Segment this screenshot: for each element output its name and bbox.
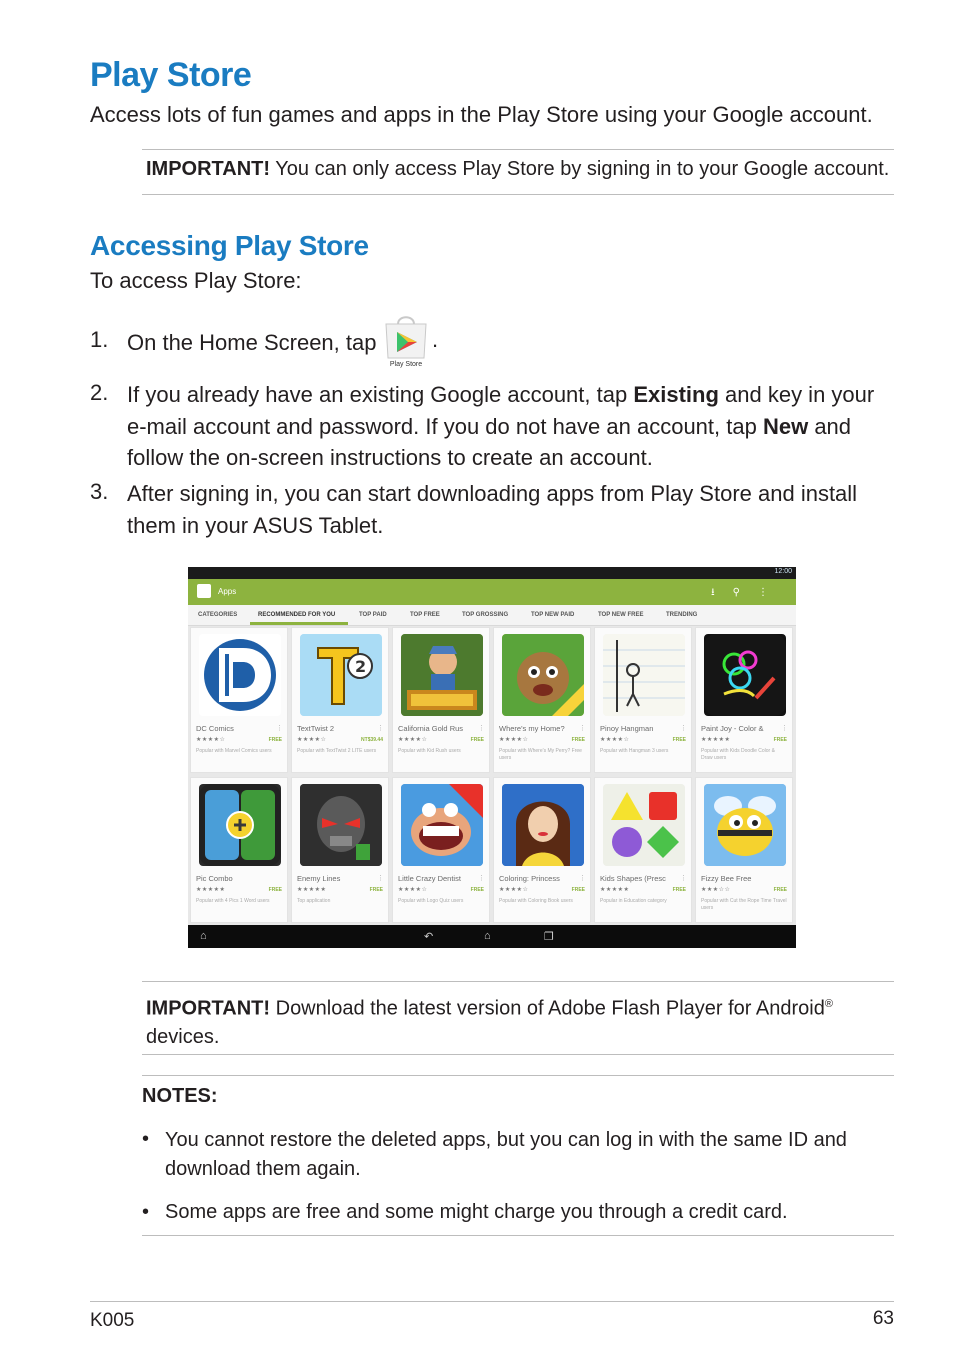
app-note: Popular with 4 Pics 1 Word users [196,898,270,904]
back-icon[interactable]: ↶ [424,931,434,943]
tab-categories[interactable]: CATEGORIES [198,612,238,618]
app-price: FREE [268,887,282,893]
important-note [146,158,889,181]
app-rating: ★★★★★ [297,887,327,893]
app-price: NT$39.44 [361,737,383,743]
pic-combo-art [199,784,281,866]
app-price: FREE [571,737,585,743]
app-menu-icon[interactable]: ⋮ [781,725,788,732]
app-rating: ★★★★☆ [398,737,428,743]
app-name: California Gold Rus [398,724,464,733]
app-card[interactable] [291,777,389,923]
app-card[interactable] [392,627,490,773]
important-label: IMPORTANT! [146,997,271,1020]
paint-joy-art [704,634,786,716]
home-icon[interactable]: ⌂ [484,930,491,942]
app-name: Pinoy Hangman [600,724,654,733]
app-menu-icon[interactable]: ⋮ [377,725,384,732]
app-name: Enemy Lines [297,874,341,883]
app-note: Popular with Kids Doodle Color & Draw users [701,748,775,761]
app-card[interactable] [392,777,490,923]
texttwist-art [300,634,382,716]
existing-keyword: Existing [633,382,719,407]
overflow-menu-icon[interactable]: ⋮ [758,587,786,598]
app-note: Popular with Cut the Rope Time Travel users [701,898,787,911]
app-name: Pic Combo [196,874,233,883]
app-price: FREE [470,737,484,743]
tab-trending[interactable]: TRENDING [666,612,698,618]
app-note: Popular with Logo Quiz users [398,898,464,904]
app-note: Popular with Marvel Comics users [196,748,272,754]
app-note: Popular with Kid Rush users [398,748,461,754]
wheres-my-home-art [502,634,584,716]
navigation-bar [188,925,796,948]
app-card[interactable] [190,627,288,773]
app-rating: ★★★★★ [701,737,731,743]
important-text-end: devices. [146,1025,220,1048]
tab-top-grossing[interactable]: TOP GROSSING [462,612,509,618]
note-item: You cannot restore the deleted apps, but you can log in with the same ID and download them again. [165,1129,847,1180]
california-gold-rush-art [401,634,483,716]
divider [142,194,894,195]
app-name: TextTwist 2 [297,724,335,733]
footer-divider [90,1301,894,1302]
app-price: FREE [773,887,787,893]
coloring-princess-art [502,784,584,866]
app-menu-icon[interactable]: ⋮ [680,875,687,882]
app-note: Popular with Where's My Perry? Free users [499,748,582,761]
app-note: Popular with Coloring Book users [499,898,573,904]
enemy-lines-art [300,784,382,866]
app-rating: ★★★★☆ [499,887,529,893]
tab-top-paid[interactable]: TOP PAID [359,612,387,618]
app-price: FREE [268,737,282,743]
app-name: Where's my Home? [499,724,565,733]
app-rating: ★★★★☆ [398,887,428,893]
app-rating: ★★★☆☆ [701,887,731,893]
app-name: DC Comics [196,724,234,733]
divider [142,1235,894,1236]
asus-menu-icon[interactable]: ⌂ [200,930,207,942]
app-rating: ★★★★☆ [499,737,529,743]
divider [142,149,894,150]
app-rating: ★★★★★ [196,887,226,893]
divider [142,981,894,982]
app-menu-icon[interactable]: ⋮ [478,725,485,732]
footer-model: K005 [90,1310,135,1331]
important-text: Download the latest version of Adobe Flash Player for Android [270,997,825,1020]
app-menu-icon[interactable]: ⋮ [377,875,384,882]
app-name: Fizzy Bee Free [701,874,752,883]
important-text: You can only access Play Store by signing in to your Google account. [270,158,890,180]
step-number: 3. [90,479,109,504]
app-price: FREE [571,887,585,893]
pinoy-hangman-art [603,634,685,716]
bullet: • [142,1128,150,1150]
selected-tab-indicator [250,622,348,625]
app-rating: ★★★★★ [600,887,630,893]
divider [142,1054,894,1055]
svg-text:2: 2 [355,657,367,676]
app-name: Coloring: Princess [499,874,560,883]
step-number: 1. [90,327,109,352]
tab-top-free[interactable]: TOP FREE [410,612,440,618]
step-2-text [127,379,887,474]
section-intro: To access Play Store: [90,268,302,293]
app-note: Top application [297,898,331,904]
step-1-after: . [432,327,439,352]
app-price: FREE [672,887,686,893]
status-time: 12:00 [774,568,792,575]
app-grid [190,627,794,923]
app-card[interactable] [695,627,793,773]
registered-mark: ® [824,998,833,1010]
action-bar [188,579,796,605]
divider [142,1075,894,1076]
app-rating: ★★★★☆ [196,737,226,743]
important-label: IMPORTANT! [146,158,271,180]
app-rating: ★★★★☆ [600,737,630,743]
app-card[interactable] [594,777,692,923]
step-3-text: After signing in, you can start downloading apps from Play Store and install them in your ASUS Tablet. [127,481,858,538]
search-icon[interactable]: ⚲ [732,587,758,598]
step-number: 2. [90,380,109,405]
play-store-icon-label: Play Store [389,361,423,368]
app-price: FREE [672,737,686,743]
app-note: Popular in Education category [600,898,667,904]
footer-page-number: 63 [872,1308,894,1329]
app-name: Paint Joy - Color & [701,724,764,733]
step-1-text [127,327,887,359]
status-bar [188,567,796,579]
page-title: Play Store [90,56,252,94]
play-store-screenshot [188,567,796,948]
app-price: FREE [470,887,484,893]
app-note: Popular with TextTwist 2 LITE users [297,748,377,754]
dc-comics-art [199,634,281,716]
app-card[interactable] [493,777,591,923]
step-2-part: and key in your e-mail account and password. If you do not have an account, tap [127,382,875,439]
app-name: Kids Shapes (Presc [600,874,666,883]
intro-text: Access lots of fun games and apps in the Play Store using your Google account. [90,102,873,127]
play-store-bag-icon [197,584,211,598]
section-title: Accessing Play Store [90,230,369,261]
action-bar-title: Apps [218,587,237,596]
bullet: • [142,1201,150,1223]
app-card[interactable] [594,627,692,773]
action-bar-icons [711,585,786,602]
step-2-part: If you already have an existing Google account, tap [127,382,634,407]
tab-recommended[interactable]: RECOMMENDED FOR YOU [258,612,336,618]
recent-apps-icon[interactable]: ❐ [544,931,554,943]
step-2-part: and follow the on-screen instructions to create an account. [127,413,852,470]
notes-title: NOTES: [142,1085,218,1107]
app-card[interactable] [190,777,288,923]
app-rating: ★★★★☆ [297,737,327,743]
app-card[interactable] [291,627,389,773]
app-price: FREE [369,887,383,893]
category-tabs [188,605,796,626]
kids-shapes-art [603,784,685,866]
note-item: Some apps are free and some might charge you through a credit card. [165,1201,788,1223]
app-menu-icon[interactable]: ⋮ [579,875,586,882]
app-menu-icon[interactable]: ⋮ [478,875,485,882]
important-note [146,990,886,1051]
app-note: Popular with Hangman 3 users [600,748,669,754]
tab-top-new-free[interactable]: TOP NEW FREE [598,612,644,618]
step-1-before: On the Home Screen, tap [127,330,377,355]
fizzy-bee-art [704,784,786,866]
app-menu-icon[interactable]: ⋮ [276,725,283,732]
little-crazy-dentist-art [401,784,483,866]
app-card[interactable] [493,627,591,773]
tab-top-new-paid[interactable]: TOP NEW PAID [531,612,575,618]
app-menu-icon[interactable]: ⋮ [680,725,687,732]
app-menu-icon[interactable]: ⋮ [579,725,586,732]
download-icon[interactable]: ⭳ [711,587,733,598]
new-keyword: New [762,413,809,439]
app-card[interactable] [695,777,793,923]
app-price: FREE [773,737,787,743]
app-name: Little Crazy Dentist [398,874,461,883]
